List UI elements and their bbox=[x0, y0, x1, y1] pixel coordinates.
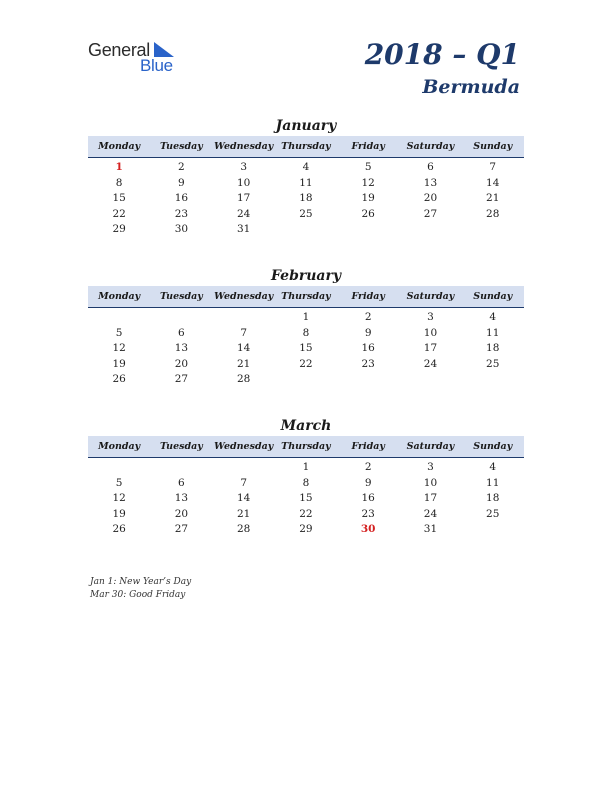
date-cell: 31 bbox=[236, 223, 251, 235]
date-cell: 26 bbox=[361, 207, 375, 220]
week-row bbox=[88, 326, 524, 342]
country-subtitle: Bermuda bbox=[422, 76, 520, 98]
date-cell: 21 bbox=[236, 507, 251, 520]
date-cell bbox=[150, 460, 212, 476]
date-cell: 6 bbox=[178, 476, 185, 489]
date-cell: 18 bbox=[299, 192, 313, 204]
date-cell: 30 bbox=[174, 223, 189, 235]
date-cell: 7 bbox=[489, 161, 497, 173]
weekday-header: Saturday bbox=[406, 291, 455, 302]
date-cell: 5 bbox=[364, 161, 372, 173]
date-cell: 19 bbox=[112, 507, 126, 520]
date-cell: 23 bbox=[361, 357, 375, 370]
month-calendar-march bbox=[88, 416, 524, 538]
weekday-header-row bbox=[88, 286, 524, 308]
page-title: 2018 – Q1 bbox=[364, 38, 520, 71]
date-cell: 25 bbox=[486, 507, 500, 520]
date-cell: 24 bbox=[423, 357, 438, 370]
date-cell bbox=[150, 310, 212, 326]
date-cell bbox=[462, 372, 524, 388]
date-cell: 18 bbox=[486, 342, 500, 354]
date-cell: 11 bbox=[486, 326, 500, 339]
weekday-header: Thursday bbox=[281, 141, 331, 152]
date-cell: 9 bbox=[364, 326, 372, 339]
date-cell: 12 bbox=[361, 176, 375, 189]
date-cell bbox=[213, 460, 275, 476]
date-cell: 27 bbox=[423, 207, 438, 220]
date-cell: 28 bbox=[486, 207, 500, 220]
date-cell: 1 bbox=[302, 311, 310, 323]
date-cell bbox=[462, 222, 524, 238]
date-cell: 7 bbox=[240, 326, 247, 339]
date-cell: 9 bbox=[178, 176, 185, 189]
date-cell: 24 bbox=[236, 207, 251, 220]
date-cell: 16 bbox=[361, 342, 375, 354]
week-row bbox=[88, 357, 524, 373]
date-cell: 3 bbox=[427, 311, 434, 323]
holiday-notes bbox=[90, 576, 191, 602]
weekday-header: Monday bbox=[98, 441, 141, 452]
week-row bbox=[88, 476, 524, 492]
date-cell: 21 bbox=[486, 192, 500, 204]
date-cell: 3 bbox=[240, 161, 247, 173]
date-cell bbox=[275, 222, 337, 238]
weekday-header-row bbox=[88, 436, 524, 458]
week-row bbox=[88, 522, 524, 538]
date-cell bbox=[88, 310, 150, 326]
weekday-header: Thursday bbox=[281, 441, 331, 452]
date-cell: 11 bbox=[299, 176, 313, 189]
date-cell: 14 bbox=[486, 176, 500, 189]
date-cell bbox=[275, 372, 337, 388]
weekday-header: Saturday bbox=[406, 141, 455, 152]
date-cell: 15 bbox=[112, 192, 126, 204]
month-name: January bbox=[275, 118, 337, 134]
date-cell: 12 bbox=[112, 492, 126, 504]
date-cell bbox=[337, 372, 399, 388]
date-cell: 21 bbox=[236, 357, 251, 370]
weekday-header: Sunday bbox=[473, 441, 513, 452]
date-cell: 8 bbox=[302, 326, 310, 339]
date-cell bbox=[337, 222, 399, 238]
date-cell: 25 bbox=[299, 207, 313, 220]
date-cell: 17 bbox=[236, 192, 251, 204]
weekday-header: Wednesday bbox=[214, 141, 274, 152]
date-cell: 20 bbox=[174, 507, 189, 520]
date-cell: 2 bbox=[178, 161, 185, 173]
weekday-header: Monday bbox=[98, 141, 141, 152]
date-cell: 14 bbox=[236, 492, 251, 504]
generalblue-logo bbox=[88, 40, 188, 80]
date-cell bbox=[213, 310, 275, 326]
date-cell: 4 bbox=[489, 461, 497, 473]
weekday-header: Wednesday bbox=[214, 441, 274, 452]
date-cell: 20 bbox=[423, 192, 438, 204]
date-cell: 3 bbox=[427, 461, 434, 473]
date-cell: 11 bbox=[486, 476, 500, 489]
weeks-grid bbox=[88, 308, 524, 388]
weekday-header: Friday bbox=[351, 141, 385, 152]
date-cell: 4 bbox=[302, 161, 310, 173]
date-cell: 18 bbox=[486, 492, 500, 504]
date-cell: 9 bbox=[364, 476, 372, 489]
weekday-header: Sunday bbox=[473, 291, 513, 302]
date-cell: 29 bbox=[299, 523, 313, 535]
date-cell: 28 bbox=[236, 373, 251, 385]
date-cell: 15 bbox=[299, 342, 313, 354]
date-cell: 12 bbox=[112, 342, 126, 354]
weekday-header: Tuesday bbox=[159, 141, 203, 152]
date-cell bbox=[88, 460, 150, 476]
date-cell: 31 bbox=[423, 523, 438, 535]
date-cell: 22 bbox=[299, 507, 313, 520]
date-cell: 24 bbox=[423, 507, 438, 520]
date-cell: 17 bbox=[423, 492, 438, 504]
date-cell: 8 bbox=[302, 476, 310, 489]
month-name: February bbox=[270, 268, 341, 284]
week-row bbox=[88, 460, 524, 476]
month-name: March bbox=[280, 418, 332, 434]
date-cell: 28 bbox=[236, 523, 251, 535]
week-row bbox=[88, 160, 524, 176]
date-cell bbox=[399, 222, 461, 238]
weekday-header: Friday bbox=[351, 291, 385, 302]
week-row bbox=[88, 372, 524, 388]
logo-general-text: General bbox=[88, 40, 150, 60]
date-cell: 25 bbox=[486, 357, 500, 370]
date-cell: 10 bbox=[423, 476, 438, 489]
date-cell: 13 bbox=[423, 176, 438, 189]
weekday-header: Thursday bbox=[281, 291, 331, 302]
weeks-grid bbox=[88, 158, 524, 238]
week-row bbox=[88, 310, 524, 326]
date-cell bbox=[399, 372, 461, 388]
date-cell: 22 bbox=[299, 357, 313, 370]
date-cell: 4 bbox=[489, 311, 497, 323]
holiday-date: 30 bbox=[360, 523, 376, 535]
date-cell: 22 bbox=[112, 207, 126, 220]
date-cell: 27 bbox=[174, 373, 189, 385]
holiday-note: Mar 30: Good Friday bbox=[90, 590, 186, 600]
holiday-date: 1 bbox=[115, 161, 123, 173]
date-cell: 26 bbox=[112, 523, 126, 535]
date-cell: 7 bbox=[240, 476, 247, 489]
week-row bbox=[88, 191, 524, 207]
weeks-grid bbox=[88, 458, 524, 538]
date-cell: 13 bbox=[174, 492, 189, 504]
week-row bbox=[88, 222, 524, 238]
month-calendar-january bbox=[88, 116, 524, 238]
week-row bbox=[88, 176, 524, 192]
date-cell: 15 bbox=[299, 492, 313, 504]
week-row bbox=[88, 207, 524, 223]
date-cell: 19 bbox=[112, 357, 126, 370]
date-cell: 8 bbox=[115, 176, 123, 189]
date-cell: 10 bbox=[236, 176, 251, 189]
date-cell: 23 bbox=[174, 207, 189, 220]
weekday-header: Saturday bbox=[406, 441, 455, 452]
holiday-note: Jan 1: New Year’s Day bbox=[90, 577, 192, 587]
weekday-header: Sunday bbox=[473, 141, 513, 152]
date-cell: 6 bbox=[178, 326, 185, 339]
weekday-header: Monday bbox=[98, 291, 141, 302]
date-cell: 5 bbox=[115, 476, 123, 489]
date-cell: 13 bbox=[174, 342, 189, 354]
date-cell: 29 bbox=[112, 223, 126, 235]
date-cell: 19 bbox=[361, 192, 375, 204]
weekday-header-row bbox=[88, 136, 524, 158]
weekday-header: Wednesday bbox=[214, 291, 274, 302]
date-cell: 26 bbox=[112, 373, 126, 385]
date-cell: 20 bbox=[174, 357, 189, 370]
weekday-header: Friday bbox=[351, 441, 385, 452]
date-cell: 10 bbox=[423, 326, 438, 339]
date-cell: 16 bbox=[361, 492, 375, 504]
week-row bbox=[88, 341, 524, 357]
date-cell: 14 bbox=[236, 342, 251, 354]
date-cell: 16 bbox=[174, 192, 189, 204]
date-cell: 23 bbox=[361, 507, 375, 520]
date-cell: 2 bbox=[364, 311, 372, 323]
date-cell bbox=[462, 522, 524, 538]
date-cell: 5 bbox=[115, 326, 123, 339]
week-row bbox=[88, 507, 524, 523]
date-cell: 1 bbox=[302, 461, 310, 473]
date-cell: 2 bbox=[364, 461, 372, 473]
date-cell: 27 bbox=[174, 523, 189, 535]
date-cell: 6 bbox=[427, 161, 434, 173]
weekday-header: Tuesday bbox=[159, 291, 203, 302]
logo-blue-text: Blue bbox=[140, 56, 173, 75]
week-row bbox=[88, 491, 524, 507]
month-calendar-february bbox=[88, 266, 524, 388]
weekday-header: Tuesday bbox=[159, 441, 203, 452]
date-cell: 17 bbox=[423, 342, 438, 354]
